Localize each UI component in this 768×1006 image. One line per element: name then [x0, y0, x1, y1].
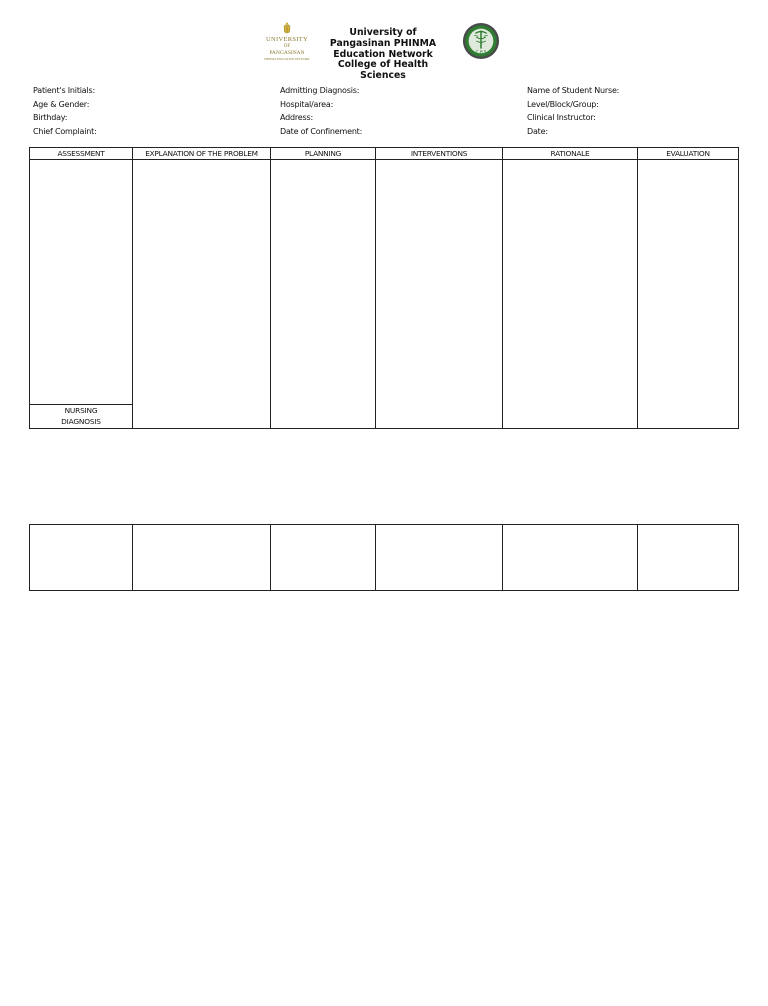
interventions-cell[interactable]: [376, 525, 503, 591]
table-header-row: [30, 148, 739, 160]
crest-icon: [280, 21, 294, 35]
title-line: Pangasinan PHINMA: [329, 37, 437, 49]
evaluation-header: EVALUATION: [638, 148, 739, 160]
date-label: Date:: [527, 126, 548, 136]
title-line: College of Health: [337, 59, 429, 71]
logo-line-2: OF: [283, 44, 291, 49]
admitting-diagnosis-label: Admitting Diagnosis:: [280, 86, 360, 95]
explanation-cell[interactable]: [133, 160, 271, 429]
title-line: University of: [349, 27, 417, 38]
age-gender-label: Age & Gender:: [33, 99, 90, 109]
evaluation-cell[interactable]: [638, 525, 739, 591]
logo-line-3: PANGASINAN: [269, 50, 305, 56]
address-label: Address:: [280, 113, 313, 122]
planning-cell[interactable]: [271, 160, 376, 429]
patient-initials-label: Patient's Initials:: [33, 86, 95, 95]
table-row: [30, 160, 739, 429]
logo-tagline: PHINMA EDUCATION NETWORK: [264, 57, 310, 61]
logo-line-1: UNIVERSITY: [266, 36, 308, 43]
chief-complaint-label: Chief Complaint:: [33, 126, 97, 136]
evaluation-cell[interactable]: [638, 160, 739, 429]
patient-info-column: [33, 84, 97, 138]
rationale-cell[interactable]: [503, 525, 638, 591]
assessment-header: ASSESSMENT: [30, 148, 133, 160]
document-title: [328, 28, 438, 82]
continuation-table: [29, 524, 739, 591]
nursing-diagnosis-label: NURSING: [64, 406, 98, 415]
admission-info-column: [280, 84, 362, 138]
table-row: [30, 525, 739, 591]
nursing-diagnosis-box[interactable]: [29, 404, 133, 429]
seal-text: C H S: [475, 49, 487, 55]
rationale-cell[interactable]: [503, 160, 638, 429]
document-header: [0, 18, 768, 84]
assessment-cell[interactable]: [30, 525, 133, 591]
student-info-column: [527, 84, 619, 138]
title-line: Sciences: [360, 70, 406, 82]
nursing-diagnosis-label: DIAGNOSIS: [61, 417, 101, 426]
explanation-cell[interactable]: [133, 525, 271, 591]
level-block-group-label: Level/Block/Group:: [527, 99, 599, 109]
explanation-header: EXPLANATION OF THE PROBLEM: [133, 148, 271, 160]
date-of-confinement-label: Date of Confinement:: [280, 126, 363, 136]
planning-cell[interactable]: [271, 525, 376, 591]
student-nurse-label: Name of Student Nurse:: [527, 86, 620, 95]
nursing-care-plan-table: [29, 147, 739, 429]
birthday-label: Birthday:: [33, 113, 68, 122]
interventions-header: INTERVENTIONS: [376, 148, 503, 160]
college-seal-icon: [461, 22, 501, 60]
planning-header: PLANNING: [271, 148, 376, 160]
university-logo: [262, 21, 312, 67]
rationale-header: RATIONALE: [503, 148, 638, 160]
assessment-cell[interactable]: [30, 160, 133, 429]
hospital-area-label: Hospital/area:: [280, 99, 334, 109]
interventions-cell[interactable]: [376, 160, 503, 429]
clinical-instructor-label: Clinical Instructor:: [527, 113, 596, 122]
title-line: Education Network: [333, 48, 433, 60]
